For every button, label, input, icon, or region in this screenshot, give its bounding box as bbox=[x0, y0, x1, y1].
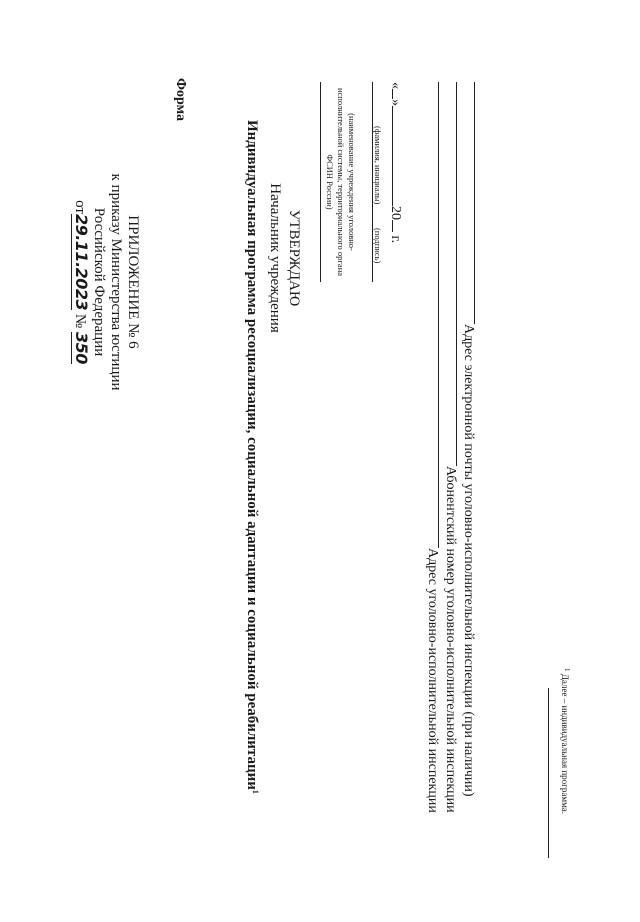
appendix-block bbox=[71, 132, 141, 432]
phone-field-label: Абонентский номер уголовно-исполнительной инспекции bbox=[443, 466, 458, 813]
appendix-line-2: Российской Федерации bbox=[91, 207, 107, 357]
appendix-date: 29.11.2023 bbox=[72, 213, 91, 311]
email-field-line bbox=[474, 82, 475, 324]
institution-hint: (наименование учреждения уголовно-исполнительной системы, территориального органа ФСИН России) bbox=[325, 87, 357, 277]
address-field-line bbox=[438, 82, 439, 548]
name-hint: (фамилия, инициалы) bbox=[373, 126, 383, 205]
approval-date-line: «»20 г. bbox=[388, 82, 403, 244]
approval-title: УТВЕРЖДАЮ bbox=[286, 209, 302, 307]
footnote: $^1$ Далее – индивидуальная программа. bbox=[560, 668, 571, 814]
appendix-line-1: к приказу Министерства юстиции bbox=[108, 173, 124, 391]
appendix-date-line: от29.11.2023 № 350 bbox=[72, 200, 91, 364]
approval-block bbox=[265, 178, 303, 338]
signature-hint: (подпись) bbox=[373, 228, 383, 264]
footnote-divider bbox=[548, 688, 549, 858]
address-field-label: Адрес уголовно-исполнительной инспекции bbox=[425, 548, 440, 813]
form-label: Форма bbox=[173, 78, 188, 122]
institution-line bbox=[320, 82, 321, 282]
approval-position: Начальник учреждения bbox=[267, 183, 283, 333]
appendix-title: ПРИЛОЖЕНИЕ № 6 bbox=[125, 215, 141, 349]
phone-field-line bbox=[456, 82, 457, 466]
email-field-label: Адрес электронной почты уголовно-исполнительной инспекции (при наличии) bbox=[461, 324, 476, 797]
main-title: Индивидуальная программа ресоциализации, социальной адаптации и социальной реабилитации$^1$ bbox=[244, 120, 260, 794]
appendix-number: 350 bbox=[72, 331, 91, 364]
